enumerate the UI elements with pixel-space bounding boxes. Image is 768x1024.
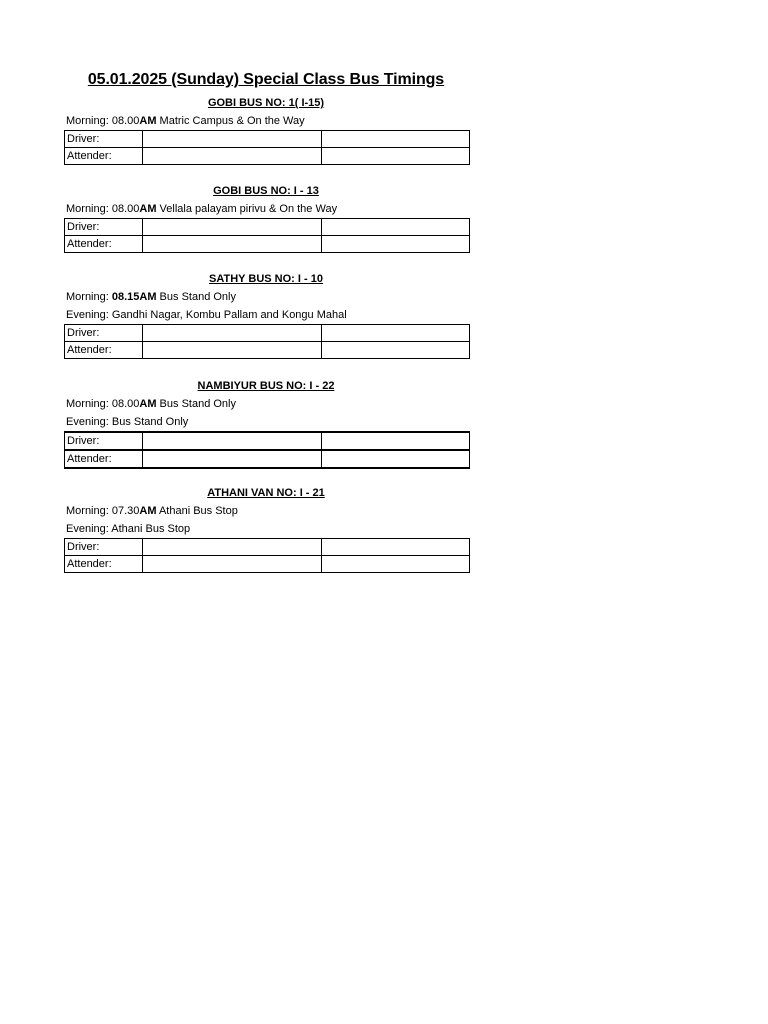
attender-name-cell (143, 450, 322, 468)
driver-label: Driver: (65, 219, 143, 236)
timing-text: Morning: 07.30 (66, 505, 140, 517)
timing-text: Morning: 08.00 (66, 203, 140, 215)
bus-section-nambiyur-i22 (64, 378, 468, 469)
driver-label: Driver: (65, 325, 143, 342)
attender-phone-cell (322, 148, 470, 165)
staff-table (64, 431, 470, 469)
timing-text: Morning: (66, 291, 112, 303)
evening-timing (64, 306, 468, 324)
page-title: 05.01.2025 (Sunday) Special Class Bus Timings (87, 71, 445, 88)
bus-section-athani-i21 (64, 485, 468, 573)
table-row (65, 556, 470, 573)
section-heading: NAMBIYUR BUS NO: I - 22 (197, 380, 335, 392)
table-row (65, 539, 470, 556)
bus-section-gobi-i13 (64, 183, 468, 253)
driver-phone-cell (322, 539, 470, 556)
attender-name-cell (143, 556, 322, 573)
timing-bold: AM (139, 398, 157, 410)
timing-text: Morning: 08.00 (66, 398, 140, 410)
table-row (65, 236, 470, 253)
section-heading: ATHANI VAN NO: I - 21 (207, 487, 325, 499)
timing-bold: AM (139, 203, 157, 215)
bus-section-gobi-i15 (64, 95, 468, 165)
timing-route: Vellala palayam pirivu & On the Way (156, 203, 338, 215)
evening-timing (64, 413, 468, 431)
driver-label: Driver: (65, 432, 143, 450)
table-row (65, 432, 470, 450)
attender-name-cell (143, 148, 322, 165)
morning-timing (64, 112, 468, 130)
attender-label: Attender: (65, 556, 143, 573)
evening-timing (64, 520, 468, 538)
table-row (65, 131, 470, 148)
section-heading: GOBI BUS NO: I - 13 (213, 185, 319, 197)
table-row (65, 219, 470, 236)
driver-name-cell (143, 325, 322, 342)
timing-text: Evening: Gandhi Nagar, Kombu Pallam and Kongu Mahal (66, 309, 347, 321)
driver-name-cell (143, 131, 322, 148)
driver-name-cell (143, 432, 322, 450)
driver-label: Driver: (65, 131, 143, 148)
attender-label: Attender: (65, 342, 143, 359)
driver-phone-cell (322, 131, 470, 148)
morning-timing (64, 200, 468, 218)
timing-text: Evening: Athani Bus Stop (66, 523, 191, 535)
staff-table (64, 130, 470, 165)
section-heading: GOBI BUS NO: 1( I-15) (207, 97, 325, 109)
attender-phone-cell (322, 450, 470, 468)
attender-name-cell (143, 342, 322, 359)
driver-phone-cell (322, 219, 470, 236)
attender-label: Attender: (65, 148, 143, 165)
driver-name-cell (143, 219, 322, 236)
timing-route: Bus Stand Only (156, 398, 236, 410)
timing-text: Evening: Bus Stand Only (66, 416, 189, 428)
staff-table (64, 538, 470, 573)
table-row (65, 148, 470, 165)
timing-text: Morning: 08.00 (66, 115, 140, 127)
staff-table (64, 324, 470, 359)
attender-name-cell (143, 236, 322, 253)
driver-phone-cell (322, 325, 470, 342)
attender-phone-cell (322, 236, 470, 253)
driver-phone-cell (322, 432, 470, 450)
table-row (65, 450, 470, 468)
morning-timing (64, 288, 468, 306)
morning-timing (64, 502, 468, 520)
bus-section-sathy-i10 (64, 271, 468, 359)
attender-phone-cell (322, 342, 470, 359)
morning-timing (64, 395, 468, 413)
driver-name-cell (143, 539, 322, 556)
attender-label: Attender: (65, 450, 143, 468)
table-row (65, 325, 470, 342)
attender-phone-cell (322, 556, 470, 573)
timing-route: Athani Bus Stop (156, 505, 238, 517)
attender-label: Attender: (65, 236, 143, 253)
timing-route: Matric Campus & On the Way (156, 115, 305, 127)
timing-bold: AM (139, 505, 157, 517)
timing-bold: 08.15AM (111, 291, 157, 303)
section-heading: SATHY BUS NO: I - 10 (209, 273, 323, 285)
timing-bold: AM (139, 115, 157, 127)
staff-table (64, 218, 470, 253)
table-row (65, 342, 470, 359)
driver-label: Driver: (65, 539, 143, 556)
timing-route: Bus Stand Only (156, 291, 236, 303)
